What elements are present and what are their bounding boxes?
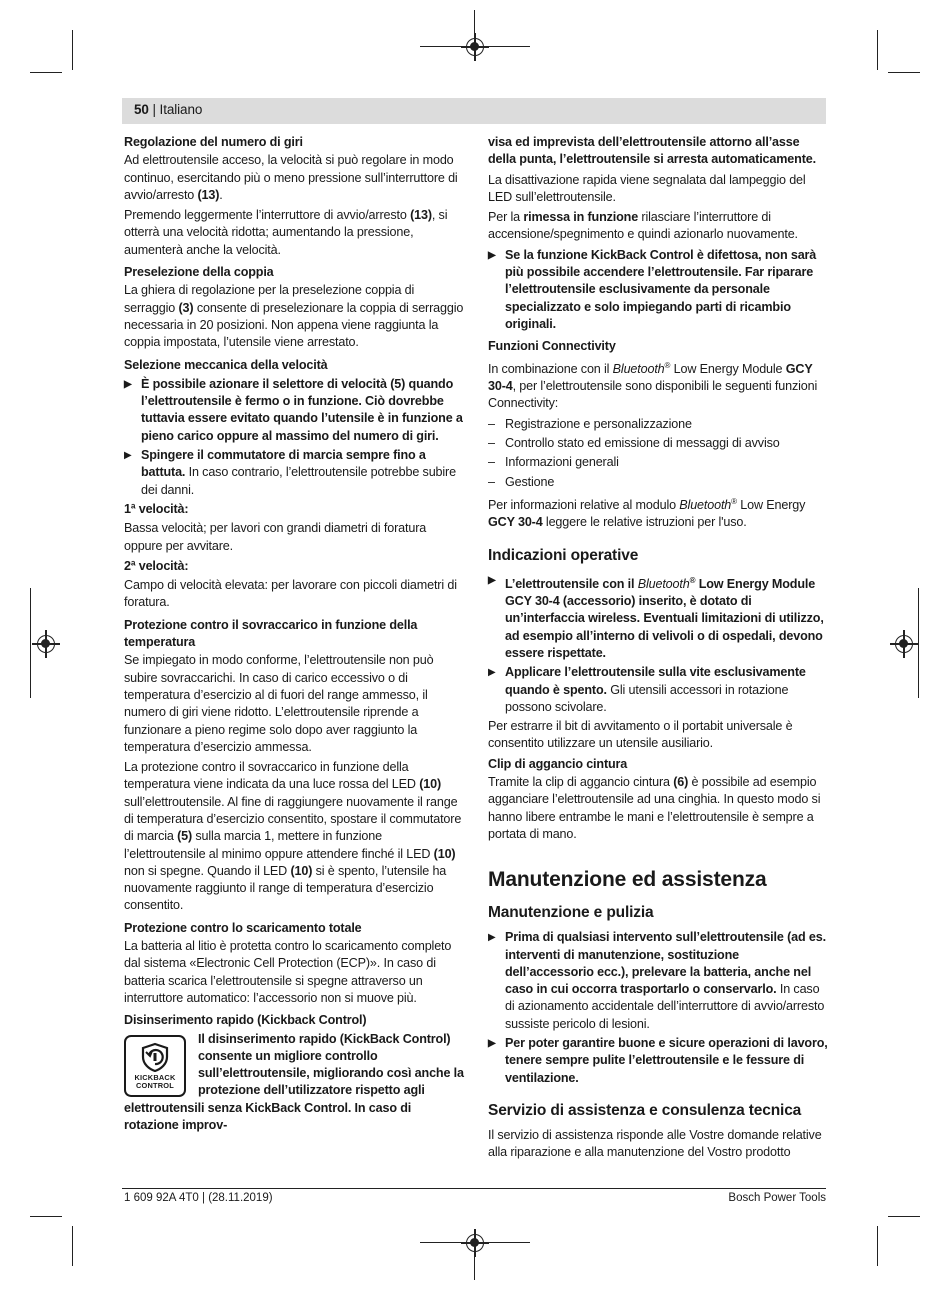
text: (10) <box>290 863 313 878</box>
list-item: – Registrazione e personalizzazione <box>488 416 828 433</box>
paragraph: Per estrarre il bit di avvitamento o il portabit universale è consentito utilizzare un utensile ausiliario. <box>488 719 793 751</box>
paragraph <box>488 493 828 532</box>
paragraph: Campo di velocità elevata: per lavorare con piccoli diametri di foratura. <box>124 578 457 610</box>
text: Bluetooth <box>637 576 690 591</box>
text: Low Energy <box>736 498 806 513</box>
paragraph <box>488 357 828 413</box>
text: (10) <box>433 846 456 861</box>
warning-bullet <box>488 572 828 663</box>
footer-brand: Bosch Power Tools <box>728 1192 826 1204</box>
footer-document-number: 1 609 92A 4T0 | (28.11.2019) <box>124 1192 273 1204</box>
crop-mark <box>918 588 919 698</box>
text: KICKBACK <box>134 1072 176 1082</box>
text: rimessa in funzione <box>523 210 639 225</box>
text: Low Energy Module <box>670 361 786 376</box>
warning-bullet: ▶ Per poter garantire buone e sicure operazioni di lavoro, tenere sempre pulite l’elettroutensile e le fessure di ventilazione. <box>488 1035 828 1087</box>
heading-connectivity: Funzioni Connectivity <box>488 339 616 354</box>
text: consente di preselezionare la coppia di serraggio necessaria in 20 posizioni. Non appena viene raggiunta la coppia impostata, l’utensile viene arrestato. <box>124 300 464 350</box>
warning-bullet <box>124 447 464 499</box>
text: Per informazioni relative al modulo <box>488 498 680 513</box>
registration-mark-icon <box>895 635 913 653</box>
kickback-symbol-icon <box>140 1042 170 1072</box>
heading-gear-1: 1ª velocità: <box>124 501 189 516</box>
text: (10) <box>419 777 441 792</box>
text: (13) <box>410 208 432 223</box>
text: Low Energy Module GCY 30-4 (accessorio) inserito, è dotato di un’interfaccia wireless. Eventuali limitazioni di utilizzo, ad esempio all’interno di velivoli o di ospedali, devono essere rispettate. <box>505 576 824 660</box>
text: (6) <box>673 775 689 790</box>
crop-mark <box>888 1216 920 1217</box>
page-header-bar <box>122 98 826 124</box>
registration-mark-icon <box>466 38 484 56</box>
heading-kickback: Disinserimento rapido (Kickback Control) <box>124 1013 367 1028</box>
text: Bluetooth <box>612 361 665 376</box>
text: GCY 30-4 <box>488 515 543 530</box>
text: ® <box>689 575 696 585</box>
kickback-block <box>124 1031 464 1135</box>
text: L’elettroutensile con il <box>505 576 638 591</box>
text: , per l’elettroutensile sono disponibili le seguenti funzioni Connectivity: <box>488 379 818 411</box>
heading-speed-regulation: Regolazione del numero di giri <box>124 135 303 149</box>
list-item: – Informazioni generali <box>488 454 828 471</box>
warning-bullet: ▶ È possibile azionare il selettore di velocità (5) quando l’elettroutensile è fermo o in funzione. Ciò dovrebbe tuttavia essere evitato quando l’utensile è in funzione a pieno carico oppure al massimo del numero di giri. <box>124 376 464 445</box>
warning-bullet: ▶ Se la funzione KickBack Control è difettosa, non sarà più possibile accendere l’elettroutensile. Far riparare l’elettroutensile esclusivamente da personale specializzato e solo impiegando parti di ricambio originali. <box>488 247 828 333</box>
text: Applicare l’elettroutensile sulla vite esclusivamente quando è spento. <box>505 665 806 697</box>
left-column <box>124 134 464 1134</box>
kickback-control-icon <box>124 1035 186 1097</box>
text: (5) <box>177 829 193 844</box>
text: La ghiera di regolazione per la preselezione coppia di serraggio <box>124 283 415 315</box>
paragraph <box>488 774 828 843</box>
text: Ad elettroutensile acceso, la velocità si può regolare in modo continuo, esercitando più o meno pressione sull’interruttore di avvio/arresto <box>124 153 458 202</box>
text: GCY 30-4 <box>488 361 813 394</box>
text: (13) <box>197 187 220 202</box>
text: Prima di qualsiasi intervento sull’elettroutensile (ad es. interventi di manutenzione, sostituzione dell’accessorio ecc.), prelevare la batteria, anche nel caso in cui occorra trasportarlo o conservarlo. <box>505 930 826 997</box>
paragraph: visa ed imprevista dell’elettroutensile attorno all’asse della punta, l’elettroutensile si arresta automaticamente. <box>488 135 816 167</box>
text: . <box>219 187 223 202</box>
list-item: – Controllo stato ed emissione di messaggi di avviso <box>488 435 828 452</box>
paragraph <box>124 207 464 259</box>
warning-bullet <box>488 664 828 716</box>
text: Tramite la clip di aggancio cintura <box>488 775 674 790</box>
text: In combinazione con il <box>488 361 613 376</box>
page-header: 50 | Italiano <box>134 102 203 117</box>
text: La protezione contro il sovraccarico in funzione della temperatura viene indicata da una luce rossa del LED <box>124 760 420 792</box>
crop-mark <box>72 1226 73 1266</box>
right-column <box>488 134 828 1165</box>
crop-mark <box>888 72 920 73</box>
heading-belt-clip: Clip di aggancio cintura <box>488 756 628 771</box>
paragraph <box>124 282 464 351</box>
paragraph <box>488 209 828 244</box>
footer-rule <box>122 1188 826 1189</box>
page-language: Italiano <box>159 102 203 117</box>
heading-deep-discharge: Protezione contro lo scaricamento totale <box>124 920 362 935</box>
text: non si spegne. Quando il LED <box>124 863 291 878</box>
crop-mark <box>877 30 878 70</box>
text: sulla marcia 1, mettere in funzione l’elettroutensile al minimo oppure attendere finché il LED <box>124 829 434 861</box>
paragraph: La batteria al litio è protetta contro lo scaricamento completo dal sistema «Electronic Cell Protection (ECP)». In caso di batteria scarica l’elettroutensile si spegne attraverso un interruttore automatico: l’accessorio non si muove più. <box>124 939 452 1005</box>
text: è possibile ad esempio agganciare l’elettroutensile ad una cinghia. In questo modo si hanno libere entrambe le mani e l’elettroutensile è sempre a portata di mano. <box>488 775 821 841</box>
paragraph: Bassa velocità; per lavori con grandi diametri di foratura oppure per avvitare. <box>124 521 427 553</box>
heading-after-sales-service: Servizio di assistenza e consulenza tecnica <box>488 1101 802 1119</box>
heading-maintenance-service: Manutenzione ed assistenza <box>488 868 767 892</box>
text: leggere le relative istruzioni per l'uso. <box>542 515 747 530</box>
text: In caso di azionamento accidentale dell’interruttore di avvio/arresto sussiste pericolo di lesioni. <box>505 982 825 1031</box>
crop-mark <box>72 30 73 70</box>
text: Bluetooth <box>679 498 732 513</box>
heading-torque-preselection: Preselezione della coppia <box>124 265 274 280</box>
crop-mark <box>877 1226 878 1266</box>
paragraph: Se impiegato in modo conforme, l’elettroutensile non può subire sovraccarichi. In caso di carico eccessivo o di temperatura d’esercizio al di fuori del range ammesso, il numero di giri viene ridotto. L’elettroutensile riprende a funzionare a pieno regime solo dopo aver raggiunto la temperatura d’esercizio ammessa. <box>124 653 434 754</box>
heading-gear-2: 2ª velocità: <box>124 558 189 573</box>
text: Gli utensili accessori in rotazione possono scivolare. <box>505 682 789 714</box>
paragraph <box>124 759 464 915</box>
kickback-label <box>126 1074 184 1090</box>
text: si è spento, l’utensile ha nuovamente raggiunto il range di temperatura d’esercizio consentito. <box>124 863 447 913</box>
text: (3) <box>178 300 194 315</box>
text: Spingere il commutatore di marcia sempre fino a battuta. <box>141 448 426 480</box>
text: Premendo leggermente l’interruttore di avvio/arresto <box>124 208 411 223</box>
text: rilasciare l’interruttore di accensione/spegnimento e quindi azionarlo nuovamente. <box>488 210 798 242</box>
paragraph: La disattivazione rapida viene segnalata dal lampeggio del LED sull’elettroutensile. <box>488 172 806 204</box>
paragraph: Il disinserimento rapido (KickBack Control) consente un migliore controllo sull’elettroutensile, migliorando così anche la protezione dell’utilizzatore rispetto agli elettroutensili senza KickBack Control. In caso di rotazione improv- <box>124 1031 464 1133</box>
text: Per la <box>488 210 524 225</box>
text: , si otterrà una velocità ridotta; aumentando la pressione, aumenterà anche la velocità. <box>124 208 448 257</box>
crop-mark <box>30 72 62 73</box>
paragraph: Il servizio di assistenza risponde alle Vostre domande relative alla riparazione e alla manutenzione del Vostro prodotto <box>488 1127 822 1160</box>
heading-gear-selection: Selezione meccanica della velocità <box>124 357 328 372</box>
text: In caso contrario, l’elettroutensile potrebbe subire dei danni. <box>141 465 456 497</box>
crop-mark <box>30 1216 62 1217</box>
text: ® <box>664 360 671 370</box>
page-number: 50 <box>134 102 149 117</box>
text: ® <box>731 496 737 506</box>
heading-operating-instructions: Indicazioni operative <box>488 546 639 564</box>
text: CONTROL <box>136 1080 174 1090</box>
warning-bullet <box>488 929 828 1033</box>
text: sull’elettroutensile. Al fine di raggiungere nuovamente il range di temperatura d’esercizio consentito, spostare il commutatore di marcia <box>124 794 462 844</box>
list-item: – Gestione <box>488 474 828 491</box>
registration-mark-icon <box>466 1234 484 1252</box>
heading-maintenance-cleaning: Manutenzione e pulizia <box>488 904 654 922</box>
heading-temperature-protection: Protezione contro il sovraccarico in funzione della temperatura <box>124 617 418 650</box>
paragraph <box>124 152 464 204</box>
registration-mark-icon <box>37 635 55 653</box>
crop-mark <box>30 588 31 698</box>
